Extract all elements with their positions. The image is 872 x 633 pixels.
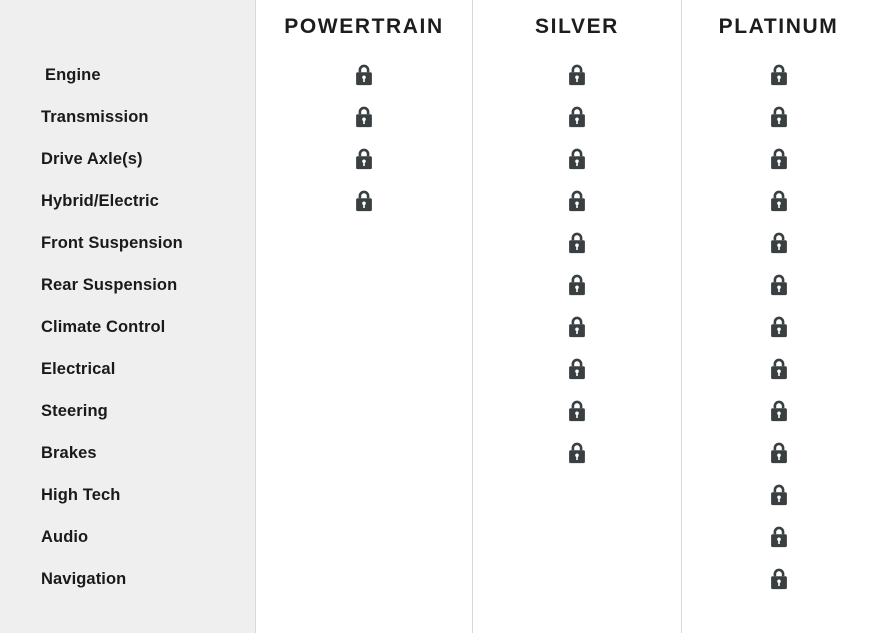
coverage-cell-covered	[473, 96, 681, 138]
lock-icon	[769, 148, 789, 170]
feature-column-header	[0, 0, 255, 54]
plan-header-platinum: PLATINUM	[718, 15, 839, 38]
coverage-cell-covered	[682, 474, 872, 516]
coverage-cell-empty	[256, 306, 472, 348]
lock-icon	[567, 274, 587, 296]
lock-icon	[567, 232, 587, 254]
feature-row-brakes: Brakes	[41, 444, 97, 462]
feature-list	[0, 54, 255, 600]
lock-icon	[769, 316, 789, 338]
coverage-cell-empty	[256, 558, 472, 600]
lock-icon	[567, 106, 587, 128]
lock-icon	[567, 148, 587, 170]
lock-icon	[567, 190, 587, 212]
coverage-cell-covered	[682, 264, 872, 306]
coverage-cell-empty	[256, 348, 472, 390]
lock-icon	[769, 526, 789, 548]
feature-row-hybrid-electric: Hybrid/Electric	[41, 192, 159, 210]
feature-row-electrical: Electrical	[41, 360, 116, 378]
coverage-cell-covered	[682, 390, 872, 432]
coverage-cell-covered	[256, 138, 472, 180]
coverage-cell-covered	[682, 432, 872, 474]
lock-icon	[567, 442, 587, 464]
coverage-cell-covered	[473, 348, 681, 390]
coverage-cell-empty	[473, 516, 681, 558]
coverage-cell-covered	[473, 432, 681, 474]
coverage-cell-covered	[473, 306, 681, 348]
plan-cells-platinum	[682, 54, 872, 600]
feature-row-engine: Engine	[45, 66, 101, 84]
feature-row-front-suspension: Front Suspension	[41, 234, 183, 252]
lock-icon	[769, 442, 789, 464]
coverage-cell-covered	[473, 264, 681, 306]
lock-icon	[567, 358, 587, 380]
coverage-cell-covered	[682, 306, 872, 348]
lock-icon	[769, 106, 789, 128]
feature-row-high-tech: High Tech	[41, 486, 121, 504]
lock-icon	[769, 274, 789, 296]
feature-row-steering: Steering	[41, 402, 108, 420]
coverage-cell-empty	[256, 516, 472, 558]
lock-icon	[769, 232, 789, 254]
plan-column-platinum	[682, 0, 872, 633]
lock-icon	[354, 484, 374, 506]
coverage-cell-covered	[682, 54, 872, 96]
plan-header-powertrain: POWERTRAIN	[284, 15, 444, 38]
lock-icon	[354, 316, 374, 338]
coverage-cell-covered	[473, 222, 681, 264]
coverage-cell-empty	[473, 558, 681, 600]
lock-icon	[567, 316, 587, 338]
lock-icon	[769, 568, 789, 590]
lock-icon	[769, 64, 789, 86]
lock-icon	[769, 358, 789, 380]
coverage-cell-covered	[682, 138, 872, 180]
lock-icon	[769, 484, 789, 506]
lock-icon	[354, 232, 374, 254]
coverage-cell-covered	[682, 558, 872, 600]
lock-icon	[354, 400, 374, 422]
coverage-cell-covered	[682, 222, 872, 264]
plan-column-silver	[473, 0, 681, 633]
coverage-cell-covered	[682, 516, 872, 558]
coverage-cell-empty	[256, 474, 472, 516]
lock-icon	[354, 358, 374, 380]
lock-icon	[567, 64, 587, 86]
lock-icon	[567, 568, 587, 590]
coverage-cell-covered	[256, 180, 472, 222]
coverage-cell-covered	[473, 138, 681, 180]
lock-icon	[567, 484, 587, 506]
feature-row-navigation: Navigation	[41, 570, 127, 588]
lock-icon	[354, 190, 374, 212]
feature-name-column	[0, 0, 255, 633]
feature-row-climate-control: Climate Control	[41, 318, 166, 336]
coverage-cell-covered	[256, 96, 472, 138]
coverage-cell-empty	[256, 222, 472, 264]
coverage-cell-covered	[682, 348, 872, 390]
plan-column-powertrain	[256, 0, 472, 633]
coverage-cell-covered	[473, 390, 681, 432]
lock-icon	[354, 526, 374, 548]
coverage-cell-covered	[256, 54, 472, 96]
lock-icon	[354, 442, 374, 464]
lock-icon	[354, 64, 374, 86]
feature-row-transmission: Transmission	[41, 108, 149, 126]
plan-header-silver: SILVER	[535, 15, 619, 38]
feature-row-drive-axles: Drive Axle(s)	[41, 150, 143, 168]
lock-icon	[567, 526, 587, 548]
coverage-cell-covered	[473, 54, 681, 96]
coverage-cell-empty	[473, 474, 681, 516]
coverage-cell-covered	[682, 180, 872, 222]
plan-cells-silver	[473, 54, 681, 600]
lock-icon	[769, 400, 789, 422]
lock-icon	[354, 106, 374, 128]
feature-row-audio: Audio	[41, 528, 89, 546]
coverage-cell-covered	[682, 96, 872, 138]
lock-icon	[354, 148, 374, 170]
lock-icon	[769, 190, 789, 212]
lock-icon	[354, 274, 374, 296]
coverage-cell-empty	[256, 264, 472, 306]
lock-icon	[354, 568, 374, 590]
coverage-cell-empty	[256, 390, 472, 432]
coverage-cell-covered	[473, 180, 681, 222]
feature-row-rear-suspension: Rear Suspension	[41, 276, 178, 294]
lock-icon	[567, 400, 587, 422]
coverage-cell-empty	[256, 432, 472, 474]
plan-cells-powertrain	[256, 54, 472, 600]
